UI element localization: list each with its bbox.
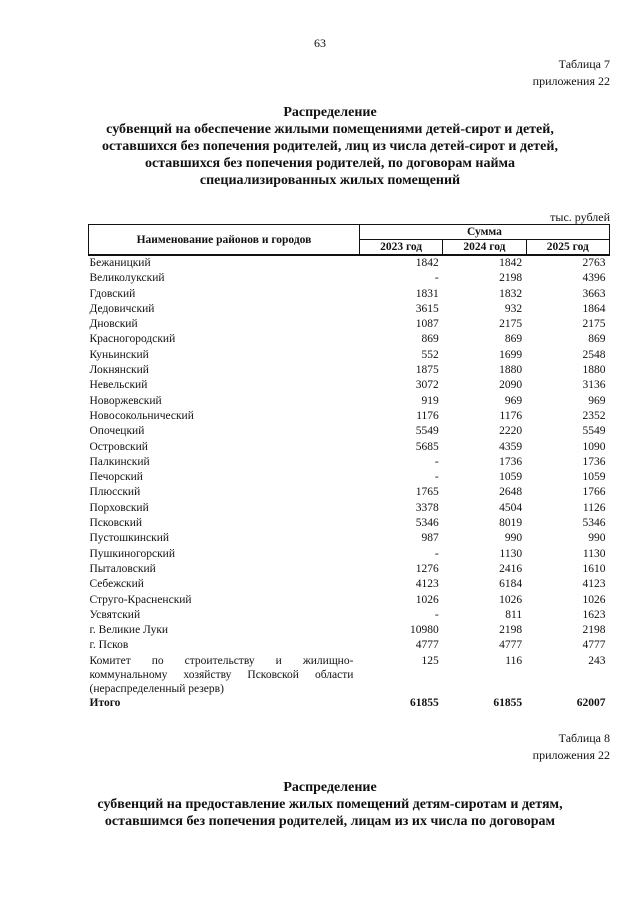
row-name: Комитет по строительству и жилищно-коммунальному хозяйству Псковской области (нераспределенный резерв) bbox=[89, 654, 354, 695]
table-row bbox=[89, 302, 610, 317]
row-value-2023: 1026 bbox=[415, 593, 439, 606]
row-name: г. Великие Луки bbox=[89, 624, 169, 637]
row-value-2023: 869 bbox=[421, 333, 439, 346]
row-value-2024: 2198 bbox=[499, 272, 523, 285]
row-name: г. Псков bbox=[89, 639, 129, 652]
row-name: Островский bbox=[89, 440, 148, 453]
row-value-2024: 2220 bbox=[499, 425, 523, 438]
title-line: оставшимся без попечения родителей, лицам из их числа по договорам bbox=[104, 814, 556, 829]
row-value-2025: 1126 bbox=[582, 501, 606, 514]
row-value-2025: 62007 bbox=[576, 696, 606, 709]
row-value-2024: 4504 bbox=[499, 501, 523, 514]
table-row bbox=[89, 455, 610, 470]
row-name: Усвятский bbox=[89, 608, 141, 621]
row-name: Пушкиногорский bbox=[89, 547, 175, 560]
row-value-2024: 1880 bbox=[499, 364, 523, 377]
row-value-2025: 1090 bbox=[582, 440, 606, 453]
row-value-2024: 1059 bbox=[499, 471, 523, 484]
row-value-2023: 1831 bbox=[415, 287, 439, 300]
row-value-2024: 2198 bbox=[499, 624, 523, 637]
header-name-column: Наименование районов и городов bbox=[89, 225, 360, 256]
row-name: Дновский bbox=[89, 318, 138, 331]
row-value-2025: 2352 bbox=[582, 409, 606, 422]
row-name: Красногородский bbox=[89, 333, 176, 346]
table-row bbox=[89, 317, 610, 332]
row-value-2023: 10980 bbox=[410, 624, 439, 637]
row-value-2024: 1842 bbox=[499, 257, 523, 269]
row-value-2023: 4123 bbox=[415, 578, 439, 591]
row-name: Локнянский bbox=[89, 364, 149, 377]
row-value-2024: 4359 bbox=[499, 440, 523, 453]
table-row bbox=[89, 608, 610, 623]
header-year-2023: 2023 год bbox=[359, 240, 442, 256]
row-name: Новосокольнический bbox=[89, 409, 194, 422]
row-value-2024: 1176 bbox=[499, 409, 523, 422]
row-value-2023: 125 bbox=[421, 654, 439, 667]
page-number: 63 bbox=[314, 36, 326, 50]
table-8-label: Таблица 8 bbox=[558, 731, 610, 745]
row-value-2023: 5346 bbox=[415, 517, 439, 530]
table-row-total bbox=[89, 696, 610, 711]
table-row bbox=[89, 638, 610, 653]
row-value-2023: - bbox=[434, 547, 439, 560]
table-row bbox=[89, 348, 610, 363]
row-value-2023: 1875 bbox=[415, 364, 439, 377]
header-year-2025: 2025 год bbox=[526, 240, 609, 256]
row-value-2024: 4777 bbox=[499, 639, 523, 652]
row-value-2024: 1130 bbox=[499, 547, 523, 560]
row-value-2024: 869 bbox=[504, 333, 523, 346]
row-name: Новоржевский bbox=[89, 394, 162, 407]
row-value-2025: 5549 bbox=[582, 425, 606, 438]
title-line: Распределение bbox=[283, 780, 377, 795]
row-value-2025: 2763 bbox=[582, 257, 606, 269]
row-value-2024: 6184 bbox=[499, 578, 523, 591]
row-name: Невельский bbox=[89, 379, 148, 392]
row-value-2023: 3378 bbox=[415, 501, 439, 514]
title-line: Распределение bbox=[283, 105, 377, 120]
row-value-2023: 3072 bbox=[415, 379, 439, 392]
row-value-2023: 1087 bbox=[415, 318, 439, 331]
row-value-2025: 990 bbox=[588, 532, 606, 545]
row-name: Куньинский bbox=[89, 348, 149, 361]
row-name: Пыталовский bbox=[89, 562, 156, 575]
row-value-2025: 969 bbox=[588, 394, 606, 407]
row-value-2023: 1842 bbox=[415, 257, 439, 269]
title-line: субвенций на предоставление жилых помещений детям-сиротам и детям, bbox=[97, 797, 563, 812]
units-label: тыс. рублей bbox=[550, 210, 610, 224]
row-value-2024: 2090 bbox=[499, 379, 523, 392]
table-row bbox=[89, 363, 610, 378]
table-row bbox=[89, 501, 610, 516]
row-value-2023: 5549 bbox=[415, 425, 439, 438]
title-line: специализированных жилых помещений bbox=[199, 173, 461, 188]
table-row bbox=[89, 485, 610, 500]
row-value-2023: 3615 bbox=[415, 302, 439, 315]
row-value-2024: 811 bbox=[505, 608, 523, 621]
table-row bbox=[89, 516, 610, 531]
row-value-2024: 1699 bbox=[499, 348, 523, 361]
table-row bbox=[89, 271, 610, 286]
row-name: Пустошкинский bbox=[89, 532, 170, 545]
table-7-label: Таблица 7 bbox=[558, 57, 610, 71]
row-value-2023: 61855 bbox=[410, 696, 439, 709]
table-row bbox=[89, 424, 610, 439]
table-row-committee bbox=[89, 654, 610, 696]
row-value-2023: - bbox=[434, 608, 439, 621]
row-value-2023: 987 bbox=[421, 532, 439, 545]
title-line: оставшихся без попечения родителей, лиц из числа детей-сирот и детей, bbox=[102, 139, 558, 154]
title-line: субвенций на обеспечение жилыми помещениями детей-сирот и детей, bbox=[106, 122, 554, 137]
table-row bbox=[89, 577, 610, 592]
table-row bbox=[89, 593, 610, 608]
row-value-2025: 4396 bbox=[582, 272, 606, 285]
row-value-2025: 2175 bbox=[582, 318, 606, 331]
row-value-2025: 5346 bbox=[582, 517, 606, 530]
row-name: Плюсский bbox=[89, 486, 141, 499]
row-name: Опочецкий bbox=[89, 425, 145, 438]
row-value-2025: 1623 bbox=[582, 608, 606, 621]
table-7-caption bbox=[533, 56, 610, 90]
row-name: Гдовский bbox=[89, 287, 136, 300]
table-8-caption bbox=[533, 730, 610, 764]
header-year-2024: 2024 год bbox=[443, 240, 526, 256]
row-value-2023: 4777 bbox=[415, 639, 439, 652]
row-value-2023: 1176 bbox=[416, 409, 439, 422]
row-value-2023: 919 bbox=[421, 394, 439, 407]
row-value-2024: 2416 bbox=[499, 562, 523, 575]
row-name: Великолукский bbox=[89, 272, 165, 285]
table-row bbox=[89, 623, 610, 638]
table-row bbox=[89, 378, 610, 393]
row-value-2024: 61855 bbox=[493, 696, 523, 709]
table-row bbox=[89, 531, 610, 546]
row-name: Дедовичский bbox=[89, 302, 155, 315]
table-row bbox=[89, 470, 610, 485]
row-value-2025: 2548 bbox=[582, 348, 606, 361]
row-value-2024: 1832 bbox=[499, 287, 523, 300]
appendix-22-label: приложения 22 bbox=[532, 74, 610, 88]
row-value-2023: - bbox=[434, 471, 439, 484]
row-value-2025: 1864 bbox=[582, 302, 606, 315]
row-value-2024: 1026 bbox=[499, 593, 523, 606]
row-value-2023: 1765 bbox=[415, 486, 439, 499]
table-row bbox=[89, 409, 610, 424]
row-name: Итого bbox=[89, 696, 121, 709]
row-name: Порховский bbox=[89, 501, 149, 514]
row-name: Бежаницкий bbox=[89, 257, 151, 269]
row-name: Себежский bbox=[89, 578, 144, 591]
row-value-2025: 1026 bbox=[582, 593, 606, 606]
table-row bbox=[89, 287, 610, 302]
row-value-2024: 932 bbox=[504, 302, 523, 315]
table-row bbox=[89, 255, 610, 271]
row-value-2023: 552 bbox=[421, 348, 439, 361]
table-row bbox=[89, 547, 610, 562]
row-name: Псковский bbox=[89, 517, 143, 530]
row-name: Струго-Красненский bbox=[89, 593, 192, 606]
row-value-2025: 2198 bbox=[582, 624, 606, 637]
row-value-2023: - bbox=[434, 272, 439, 285]
row-name: Печорский bbox=[89, 471, 143, 484]
row-value-2024: 2175 bbox=[499, 318, 523, 331]
table-row bbox=[89, 332, 610, 347]
row-value-2025: 4123 bbox=[582, 578, 606, 591]
row-value-2025: 1880 bbox=[582, 364, 606, 377]
appendix-22-label: приложения 22 bbox=[532, 748, 610, 762]
row-value-2023: - bbox=[434, 455, 439, 468]
table-header bbox=[89, 225, 610, 256]
row-value-2024: 116 bbox=[505, 654, 523, 667]
row-value-2025: 3663 bbox=[582, 287, 606, 300]
row-value-2025: 869 bbox=[588, 333, 606, 346]
distribution-table bbox=[88, 224, 610, 711]
table-row bbox=[89, 562, 610, 577]
table-row bbox=[89, 440, 610, 455]
table-7-title bbox=[60, 104, 600, 189]
row-value-2024: 1736 bbox=[499, 455, 523, 468]
header-sum: Сумма bbox=[359, 225, 609, 240]
table-row bbox=[89, 394, 610, 409]
title-line: оставшихся без попечения родителей, по договорам найма bbox=[145, 156, 515, 171]
row-value-2024: 990 bbox=[504, 532, 523, 545]
row-value-2025: 1610 bbox=[582, 562, 606, 575]
row-value-2025: 1059 bbox=[582, 471, 606, 484]
row-value-2025: 243 bbox=[588, 654, 606, 667]
row-value-2024: 2648 bbox=[499, 486, 523, 499]
row-value-2023: 5685 bbox=[415, 440, 439, 453]
row-value-2025: 1130 bbox=[582, 547, 606, 560]
row-value-2025: 1736 bbox=[582, 455, 606, 468]
row-value-2025: 4777 bbox=[582, 639, 606, 652]
table-body bbox=[89, 255, 610, 711]
row-name: Палкинский bbox=[89, 455, 150, 468]
row-value-2023: 1276 bbox=[415, 562, 439, 575]
row-value-2024: 8019 bbox=[499, 517, 523, 530]
row-value-2024: 969 bbox=[504, 394, 523, 407]
table-8-title bbox=[60, 779, 600, 830]
row-value-2025: 3136 bbox=[582, 379, 606, 392]
row-value-2025: 1766 bbox=[582, 486, 606, 499]
